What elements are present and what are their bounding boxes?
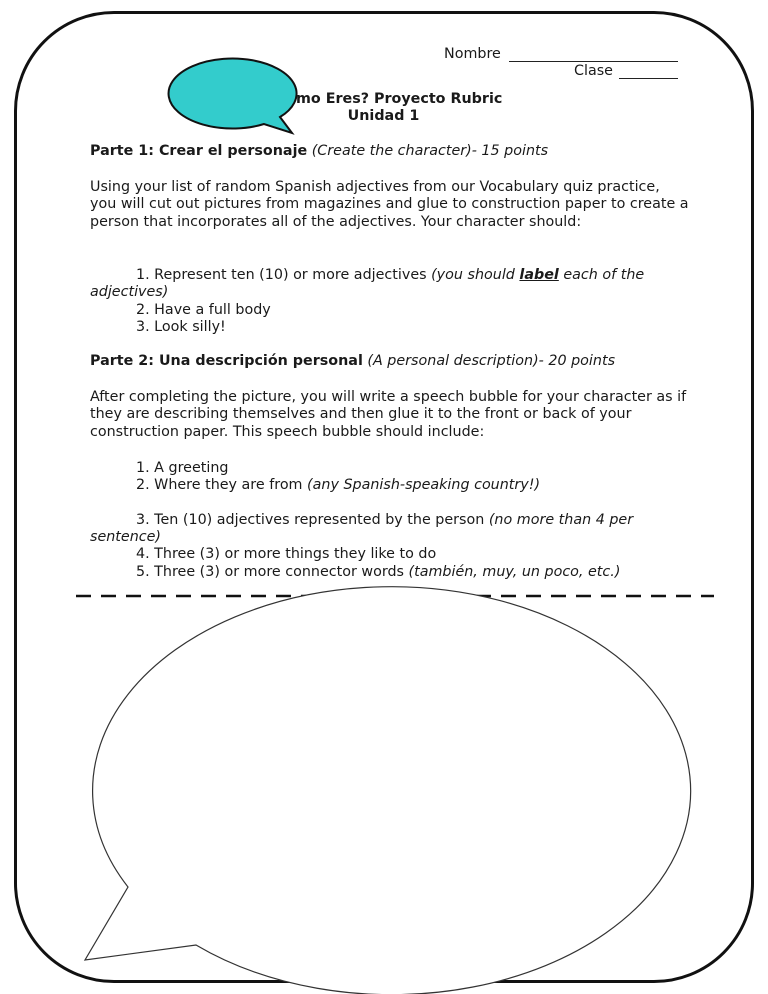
page-subtitle: Unidad 1 <box>347 108 420 124</box>
part1-item-1: 1. Represent ten (10) or more adjectives (you should label each of the <box>136 267 645 283</box>
speech-bubble-outline <box>85 587 691 994</box>
part1-item-3: 3. Look silly! <box>136 319 226 335</box>
clase-blank-line[interactable] <box>619 78 678 79</box>
part2-item-4: 4. Three (3) or more things they like to do <box>136 546 437 562</box>
part2-item-2: 2. Where they are from (any Spanish-speaking country!) <box>136 477 541 493</box>
part2-item-1: 1. A greeting <box>136 460 229 476</box>
teal-speech-bubble-icon <box>169 59 297 133</box>
part1-item-1-wrap: adjectives) <box>90 284 169 300</box>
part2-item-3-wrap: sentence) <box>90 529 162 545</box>
nombre-label: Nombre <box>444 46 501 62</box>
part2-intro: After completing the picture, you will write a speech bubble for your character as if they are describing themselves and then glue it to the front or back of your construction paper. This speech bubble should include: <box>90 389 687 440</box>
part1-heading: Parte 1: Crear el personaje (Create the character)- 15 points <box>90 143 549 159</box>
page-title: mo Eres? Proyecto Rubric <box>296 91 503 107</box>
clase-label: Clase <box>574 63 613 79</box>
nombre-blank-line[interactable] <box>509 61 678 62</box>
part1-item-2: 2. Have a full body <box>136 302 271 318</box>
part2-heading: Parte 2: Una descripción personal (A personal description)- 20 points <box>90 353 616 369</box>
part2-item-5: 5. Three (3) or more connector words (también, muy, un poco, etc.) <box>136 564 621 580</box>
part1-intro: Using your list of random Spanish adjectives from our Vocabulary quiz practice, you will cut out pictures from magazines and glue to construction paper to create a person that incorporates all of the adjectives. Your character should: <box>90 179 689 230</box>
part2-item-3: 3. Ten (10) adjectives represented by the person (no more than 4 per <box>136 512 634 528</box>
